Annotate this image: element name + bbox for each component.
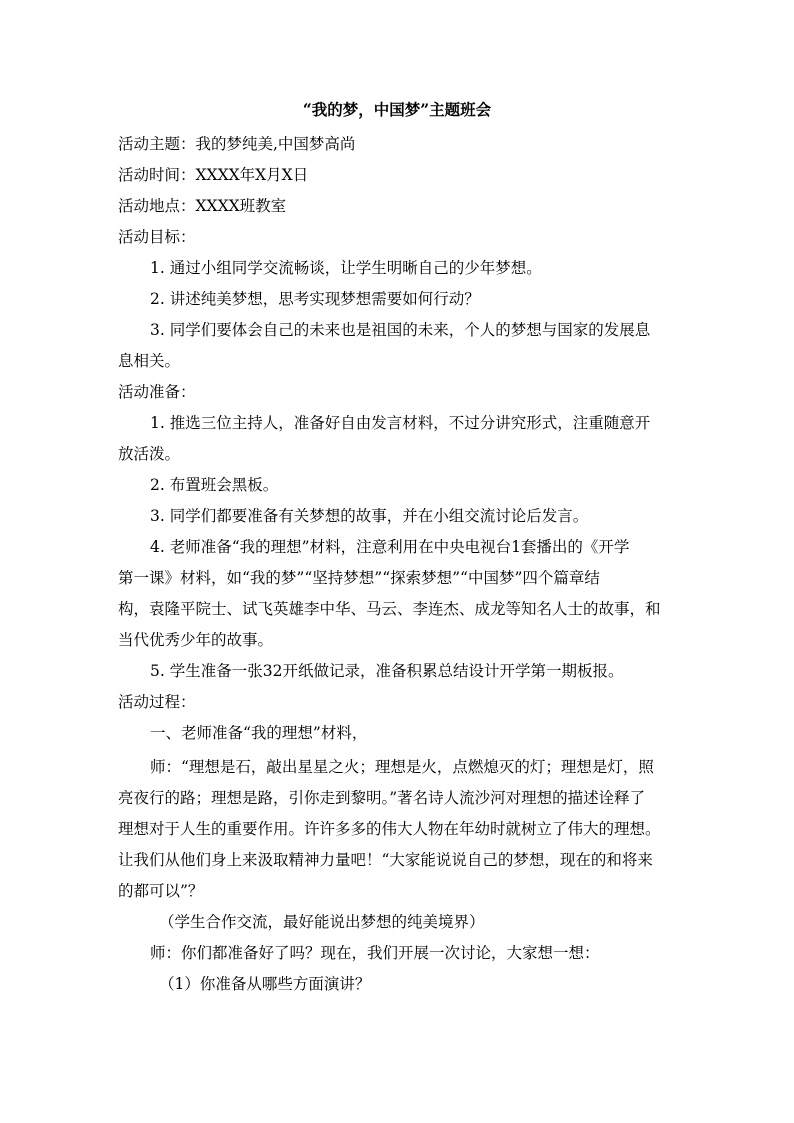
- document-title: “我的梦，中国梦”主题班会: [302, 100, 492, 119]
- goal-item: 2. 讲述纯美梦想，思考实现梦想需要如何行动？: [150, 290, 480, 308]
- activity-location: 活动地点：XXXX班教室: [118, 197, 287, 215]
- preparation-item: 4. 老师准备“我的理想”材料，注意利用在中央电视台1套播出的《开学: [150, 538, 630, 556]
- activity-theme: 活动主题：我的梦纯美,中国梦高尚: [118, 135, 356, 153]
- teacher-question: 师：你们都准备好了吗？现在，我们开展一次讨论，大家想一想：: [150, 944, 600, 962]
- preparation-item-continued: 当代优秀少年的故事。: [118, 631, 274, 649]
- activity-time: 活动时间：XXXX年X月X日: [118, 166, 309, 184]
- teacher-speech-continued: 让我们从他们身上来汲取精神力量吧！“大家能说说自己的梦想，现在的和将来: [118, 851, 653, 869]
- preparation-item: 2. 布置班会黑板。: [150, 476, 279, 494]
- teacher-speech-continued: 理想对于人生的重要作用。许许多多的伟大人物在年幼时就树立了伟大的理想。: [118, 820, 661, 838]
- teacher-speech-continued: 的都可以”？: [118, 882, 204, 900]
- teacher-speech-continued: 亮夜行的路；理想是路，引你走到黎明。”著名诗人流沙河对理想的描述诠释了: [118, 789, 646, 807]
- goal-item: 1. 通过小组同学交流畅谈，让学生明晰自己的少年梦想。: [150, 259, 542, 277]
- preparation-item-continued: 第一课》材料，如“我的梦”“坚持梦想”“探索梦想”“中国梦”四个篇章结: [118, 569, 600, 587]
- preparation-item: 1. 推选三位主持人，准备好自由发言材料，不过分讲究形式，注重随意开: [150, 414, 651, 432]
- preparation-item-continued: 放活泼。: [118, 445, 181, 463]
- teacher-speech: 师：“理想是石，敲出星星之火；理想是火，点燃熄灭的灯；理想是灯，照: [150, 758, 654, 776]
- preparation-item: 3. 同学们都要准备有关梦想的故事，并在小组交流讨论后发言。: [150, 507, 589, 525]
- process-step: 一、老师准备“我的理想”材料，: [150, 724, 368, 742]
- goals-heading: 活动目标：: [118, 228, 196, 246]
- goal-item-continued: 息相关。: [118, 352, 181, 370]
- student-activity-note: （学生合作交流，最好能说出梦想的纯美境界）: [159, 913, 485, 931]
- process-heading: 活动过程：: [118, 693, 196, 711]
- preparation-item: 5. 学生准备一张32开纸做记录，准备积累总结设计开学第一期板报。: [150, 662, 624, 680]
- discussion-question: （1）你准备从哪些方面演讲？: [159, 975, 371, 993]
- goal-item: 3. 同学们要体会自己的未来也是祖国的未来，个人的梦想与国家的发展息: [150, 321, 651, 339]
- preparation-item-continued: 构，袁隆平院士、试飞英雄李中华、马云、李连杰、成龙等知名人士的故事，和: [118, 600, 661, 618]
- preparation-heading: 活动准备：: [118, 383, 196, 401]
